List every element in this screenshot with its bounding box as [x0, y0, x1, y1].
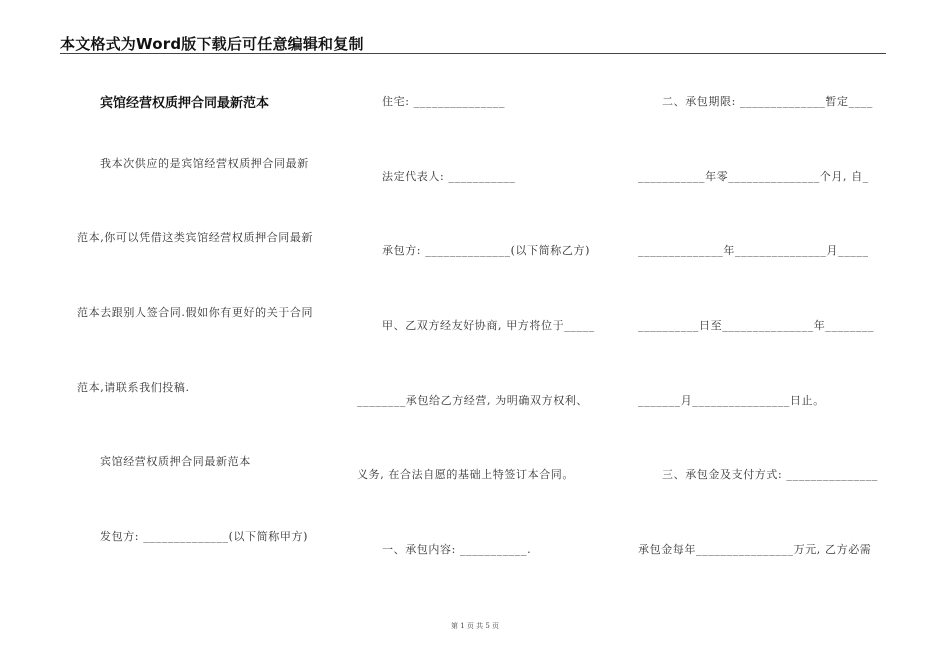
paragraph-line: 发包方: ______________(以下简称甲方): [100, 530, 308, 543]
paragraph-line: 范本去跟别人签合同.假如你有更好的关于合同: [77, 306, 314, 319]
paragraph-line: 承包金每年________________万元, 乙方必需: [638, 543, 872, 556]
paragraph-line: ______________年_______________月_____: [638, 244, 869, 257]
page-number: 第 1 页 共 5 页: [450, 622, 500, 630]
paragraph-line: 义务, 在合法自愿的基础上特签订本合同。: [357, 468, 574, 481]
paragraph-line: 宾馆经营权质押合同最新范本: [100, 455, 251, 468]
paragraph-line: ________承包给乙方经营, 为明确双方权利、: [357, 394, 588, 407]
paragraph-line: 一、承包内容: ___________.: [382, 543, 532, 556]
paragraph-line: _______月________________日止。: [638, 394, 825, 407]
paragraph-line: 住宅: _______________: [382, 95, 506, 108]
paragraph-line: 法定代表人: ___________: [382, 170, 516, 183]
paragraph-line: 我本次供应的是宾馆经营权质押合同最新: [100, 157, 309, 170]
paragraph-line: 范本,你可以凭借这类宾馆经营权质押合同最新: [77, 231, 314, 244]
paragraph-line: 范本,请联系我们投稿.: [77, 381, 190, 394]
paragraph-line: ___________年零_______________个月, 自_: [638, 170, 869, 183]
paragraph-line: 甲、乙双方经友好协商, 甲方将位于_____: [382, 319, 595, 332]
paragraph-line: 二、承包期限: ______________暂定____: [662, 95, 874, 108]
paragraph-line: 承包方: ______________(以下简称乙方): [382, 244, 590, 257]
document-header-title: 本文格式为Word版下载后可任意编辑和复制: [60, 35, 364, 53]
paragraph-line: 三、承包金及支付方式: _______________: [662, 468, 878, 481]
header-divider: [60, 53, 886, 54]
document-title: 宾馆经营权质押合同最新范本: [100, 96, 270, 111]
paragraph-line: __________日至_______________年________: [638, 319, 875, 332]
